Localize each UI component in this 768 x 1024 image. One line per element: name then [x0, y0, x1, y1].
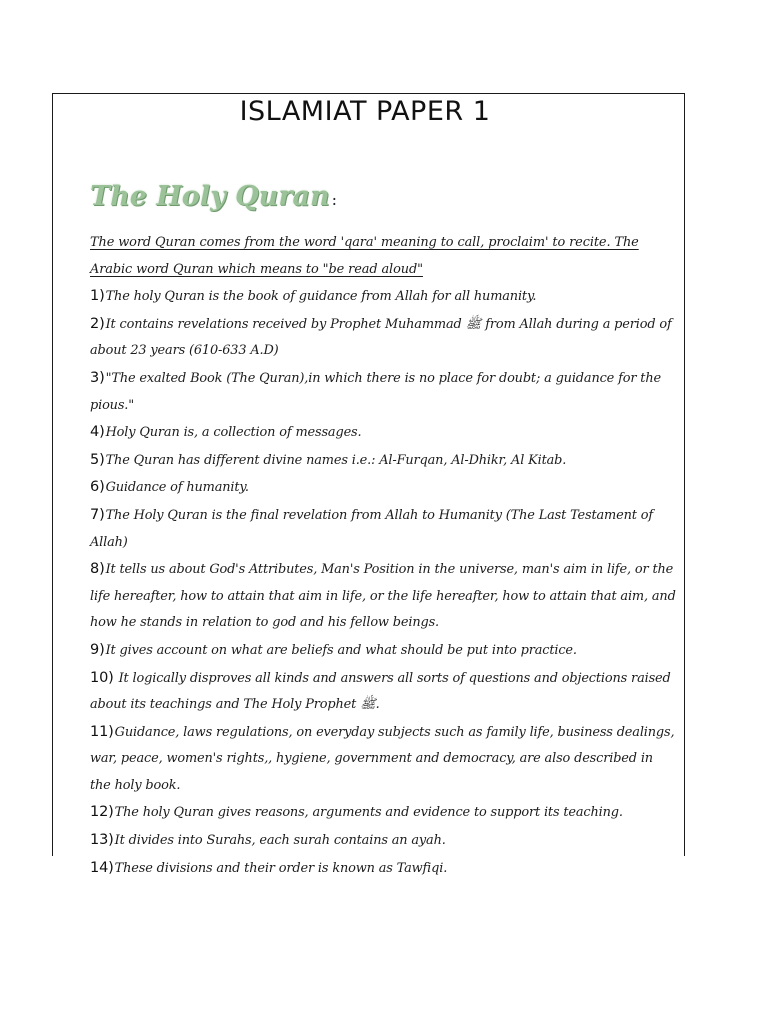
list-item-1 [90, 283, 676, 311]
list-item-number: 7) [90, 506, 105, 523]
list-item-11 [90, 719, 676, 800]
list-item-number: 14) [90, 859, 114, 876]
list-item-number: 3) [90, 369, 105, 386]
list-item-text: It logically disproves all kinds and answers all sorts of questions and objections raised about its teachings and The Holy Prophet ﷺ. [90, 670, 671, 713]
list-item-number: 9) [90, 641, 105, 658]
list-item-text: It divides into Surahs, each surah contains an ayah. [114, 833, 446, 849]
list-item-text: The Holy Quran is the final revelation from Allah to Humanity (The Last Testament of Allah) [90, 507, 653, 550]
list-item-number: 13) [90, 832, 114, 849]
list-item-4 [90, 419, 676, 447]
list-item-14 [90, 855, 676, 883]
list-item-number: 11) [90, 723, 114, 740]
list-item-number: 10) [90, 669, 114, 686]
list-item-text: The holy Quran gives reasons, arguments and evidence to support its teaching. [114, 805, 623, 821]
list-item-number: 5) [90, 451, 105, 468]
list-item-number: 1) [90, 288, 105, 305]
document-body [90, 230, 676, 882]
list-item-text: It gives account on what are beliefs and what should be put into practice. [105, 642, 577, 658]
list-item-text: It tells us about God's Attributes, Man's Position in the universe, man's aim in life, or the life hereafter, how to attain that aim in life, or the life hereafter, how to attain that aim, and how he stands in relation to god and his fellow beings. [90, 562, 676, 631]
list-item-3 [90, 365, 676, 419]
intro-paragraph: The word Quran comes from the word 'qara' meaning to call, proclaim' to recite. The Arabic word Quran which means to "be read aloud" [90, 235, 639, 277]
list-item-text: Guidance, laws regulations, on everyday subjects such as family life, business dealings, war, peace, women's rights,, hygiene, government and democracy, are also described in the holy book. [90, 724, 675, 793]
list-item-number: 4) [90, 424, 105, 441]
list-item-text: Guidance of humanity. [105, 480, 249, 496]
list-item-text: These divisions and their order is known as Tawfiqi. [114, 860, 448, 876]
list-item-number: 6) [90, 479, 105, 496]
list-item-number: 2) [90, 315, 105, 332]
section-heading-text: The Holy Quran [90, 181, 330, 212]
list-item-5 [90, 447, 676, 475]
list-item-text: Holy Quran is, a collection of messages. [105, 425, 362, 441]
list-item-12 [90, 799, 676, 827]
list-item-7 [90, 502, 676, 556]
list-item-2 [90, 311, 676, 365]
section-heading-colon: : [331, 190, 338, 209]
list-item-text: The Quran has different divine names i.e.: Al-Furqan, Al-Dhikr, Al Kitab. [105, 452, 567, 468]
page-title: ISLAMIAT PAPER 1 [239, 96, 491, 127]
list-item-13 [90, 827, 676, 855]
list-item-8 [90, 556, 676, 637]
list-item-number: 8) [90, 561, 105, 578]
list-item-9 [90, 637, 676, 665]
list-item-number: 12) [90, 804, 114, 821]
section-heading [90, 181, 337, 212]
list-item-10 [90, 665, 676, 719]
list-item-text: It contains revelations received by Prophet Muhammad ﷺ from Allah during a period of about 23 years (610-633 A.D) [90, 316, 672, 359]
list-item-text: "The exalted Book (The Quran),in which there is no place for doubt; a guidance for the pious." [90, 370, 661, 413]
list-item-6 [90, 474, 676, 502]
list-item-text: The holy Quran is the book of guidance from Allah for all humanity. [105, 289, 537, 305]
